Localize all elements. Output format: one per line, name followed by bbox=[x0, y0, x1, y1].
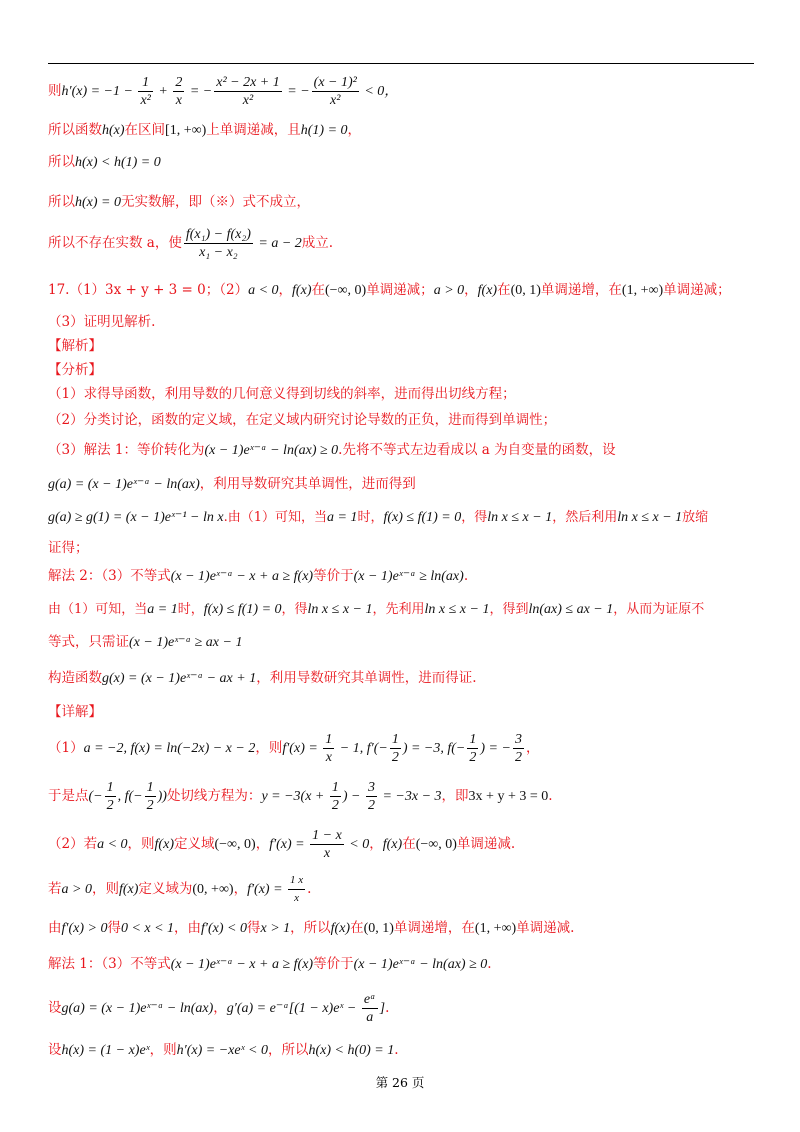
math: (x − 1)eˣ⁻ᵃ − x + a ≥ f(x) bbox=[170, 957, 314, 972]
math: (0, 1) bbox=[510, 283, 541, 298]
math: f(x) ≤ f(1) = 0 bbox=[203, 602, 282, 617]
math: = − bbox=[283, 84, 310, 99]
line-17 bbox=[48, 600, 754, 620]
text: ，即 bbox=[441, 788, 469, 804]
math: f(x) bbox=[477, 283, 498, 298]
line-28 bbox=[48, 1040, 754, 1061]
math: (0, 1) bbox=[363, 921, 394, 936]
math: h(x) = 0 bbox=[75, 195, 121, 210]
text: 解法 2：（3）不等式 bbox=[48, 568, 171, 584]
math: a < 0 bbox=[248, 283, 279, 298]
math: 0 < x < 1 bbox=[120, 921, 175, 936]
text: 在 bbox=[402, 836, 416, 852]
fraction bbox=[138, 74, 152, 109]
math: f′(x) > 0 bbox=[61, 921, 108, 936]
numerator: 3 bbox=[514, 732, 522, 747]
line-21 bbox=[48, 730, 754, 767]
text: 所以 bbox=[48, 154, 75, 170]
numerator: 2 bbox=[175, 75, 183, 90]
line-11 bbox=[48, 410, 754, 430]
text: 得 bbox=[107, 920, 121, 936]
text: . bbox=[394, 1042, 399, 1058]
math: ln x ≤ x − 1 bbox=[487, 510, 553, 525]
text: （3）解法 1：等价转化为 bbox=[48, 442, 205, 458]
fraction bbox=[184, 226, 253, 261]
text: 在区间 bbox=[124, 122, 166, 138]
text: 解法 1：（3）不等式 bbox=[48, 956, 171, 972]
text: 设 bbox=[48, 1000, 62, 1016]
text: 单调递增，在 bbox=[393, 920, 475, 936]
math: (x − 1)eˣ⁻ᵃ ≥ ln(ax) bbox=[353, 569, 464, 584]
denominator: 2 bbox=[331, 798, 339, 813]
text: 单调递减. bbox=[516, 920, 575, 936]
line-25 bbox=[48, 918, 754, 939]
math: (x − 1)eˣ⁻ᵃ − ln(ax) ≥ 0 bbox=[353, 957, 488, 972]
math: f′(x) = bbox=[269, 837, 309, 852]
text: 等价于 bbox=[313, 568, 354, 584]
text: 成立. bbox=[301, 235, 334, 251]
math: h′(x) = −xeˣ < 0 bbox=[176, 1043, 268, 1058]
math: g(a) = (x − 1)eˣ⁻ᵃ − ln(ax) bbox=[61, 1001, 214, 1016]
numerator: 1 bbox=[106, 780, 114, 795]
text: 由（1）可知，当 bbox=[48, 602, 148, 617]
line-27 bbox=[48, 990, 754, 1027]
numerator: 1 x bbox=[288, 872, 305, 890]
fraction bbox=[330, 779, 341, 814]
math: 3x + y + 3 = 0 bbox=[468, 789, 549, 804]
text: 构造函数 bbox=[48, 670, 102, 686]
line-20 bbox=[48, 702, 754, 722]
text: 由 bbox=[48, 920, 62, 936]
math: h(x) bbox=[102, 123, 125, 138]
text: （2）若 bbox=[48, 836, 98, 852]
numerator: 1 bbox=[469, 732, 477, 747]
math: (x − 1)eˣ⁻ᵃ ≥ ax − 1 bbox=[129, 635, 243, 650]
line-14 bbox=[48, 508, 754, 528]
math: ) = − bbox=[480, 741, 511, 756]
text: 在 bbox=[350, 920, 364, 936]
denominator: x² bbox=[140, 93, 151, 108]
denominator: x² bbox=[330, 93, 341, 108]
text: . bbox=[548, 788, 553, 804]
text: ， bbox=[278, 282, 293, 298]
math: ln(ax) ≤ ax − 1 bbox=[528, 602, 614, 617]
fraction bbox=[310, 827, 344, 862]
text: ，由 bbox=[174, 920, 202, 936]
text: ，所以 bbox=[267, 1042, 309, 1058]
line-7 bbox=[48, 312, 754, 332]
text: ， bbox=[347, 122, 362, 138]
text: 则 bbox=[48, 83, 62, 99]
text: ，得到 bbox=[489, 602, 529, 617]
text: 放缩 bbox=[682, 510, 709, 525]
text: . bbox=[307, 881, 312, 897]
line-16 bbox=[48, 566, 754, 587]
text: 时， bbox=[357, 510, 384, 525]
numerator: 1 − x bbox=[312, 828, 342, 843]
math: h′(x) = −1 − bbox=[61, 84, 137, 99]
math: h(x) < h(1) = 0 bbox=[75, 155, 161, 170]
math: (−∞, 0) bbox=[415, 837, 457, 852]
line-13 bbox=[48, 474, 754, 495]
text: 在 bbox=[311, 282, 325, 298]
fraction bbox=[513, 731, 524, 766]
numerator: 3 bbox=[367, 780, 375, 795]
text: ，先利用 bbox=[372, 602, 425, 617]
text: （3）证明见解析. bbox=[48, 314, 156, 330]
math: = − bbox=[186, 84, 213, 99]
math: ] bbox=[379, 1001, 386, 1016]
line-23 bbox=[48, 826, 754, 863]
text: ，利用导数研究其单调性，进而得到 bbox=[199, 476, 416, 492]
text: ，从而为证原不 bbox=[613, 602, 705, 617]
line-2 bbox=[48, 120, 754, 141]
text: ， bbox=[525, 740, 540, 756]
fraction bbox=[145, 779, 156, 814]
math: a > 0 bbox=[61, 882, 92, 897]
math: a > 0 bbox=[433, 283, 465, 298]
line-1 bbox=[48, 74, 754, 109]
denominator: x bbox=[294, 892, 300, 904]
text: ，则 bbox=[149, 1042, 177, 1058]
text: 得 bbox=[246, 920, 261, 936]
math: a = 1 bbox=[326, 510, 358, 525]
math: ) = −3, f(− bbox=[402, 741, 466, 756]
math: < 0 bbox=[345, 837, 370, 852]
text: 等价于 bbox=[313, 956, 354, 972]
text: 时， bbox=[177, 602, 204, 617]
math: )) bbox=[157, 789, 167, 804]
text: （1）求得导函数，利用导数的几何意义得到切线的斜率，进而得出切线方程； bbox=[48, 386, 516, 402]
denominator: x bbox=[175, 93, 182, 108]
text: ，则 bbox=[127, 836, 155, 852]
text: 上单调递减，且 bbox=[206, 122, 301, 138]
line-18 bbox=[48, 632, 754, 653]
math: f(x) ≤ f(1) = 0 bbox=[383, 510, 462, 525]
text: .由（1）可知，当 bbox=[223, 510, 327, 525]
denominator: 2 bbox=[106, 798, 114, 813]
text: ，所以 bbox=[290, 920, 331, 936]
numerator: f(x₁) − f(x₂) bbox=[185, 227, 251, 242]
text: ，得 bbox=[461, 510, 488, 525]
text: 若 bbox=[48, 881, 62, 897]
text: ，得 bbox=[281, 602, 308, 617]
math: ln x ≤ x − 1 bbox=[617, 510, 683, 525]
fraction bbox=[288, 872, 305, 907]
text: 无实数解，即（※）式不成立， bbox=[121, 194, 310, 210]
line-3 bbox=[48, 152, 754, 173]
text: 所以不存在实数 a，使 bbox=[48, 235, 182, 251]
math: f(x) bbox=[154, 837, 174, 852]
text: . bbox=[463, 568, 469, 584]
math: (1, +∞) bbox=[621, 283, 664, 298]
text: 定义域 bbox=[173, 836, 215, 852]
text: （1） bbox=[48, 740, 84, 756]
text: ，然后利用 bbox=[552, 510, 618, 525]
math: a = 1 bbox=[147, 602, 178, 617]
text: . bbox=[385, 1000, 390, 1016]
denominator: 2 bbox=[367, 798, 375, 813]
math: f(x) bbox=[330, 921, 351, 936]
fraction bbox=[390, 731, 401, 766]
text: ， bbox=[255, 836, 270, 852]
text: ， bbox=[233, 881, 248, 897]
math: f′(x) < 0 bbox=[201, 921, 247, 936]
math: (−∞, 0) bbox=[214, 837, 256, 852]
text: 所以函数 bbox=[48, 122, 102, 138]
line-6 bbox=[48, 280, 754, 301]
denominator: 2 bbox=[146, 798, 154, 813]
text: 证得； bbox=[48, 540, 89, 556]
numerator: 1 bbox=[138, 74, 152, 92]
numerator: (x − 1)² bbox=[313, 75, 357, 90]
text: ， bbox=[369, 836, 383, 852]
math: ) − bbox=[342, 789, 364, 804]
denominator: x bbox=[325, 750, 332, 765]
section-heading: 【分析】 bbox=[48, 362, 102, 378]
fraction bbox=[362, 991, 378, 1026]
header-rule bbox=[48, 63, 754, 64]
math: g(a) ≥ g(1) = (x − 1)eˣ⁻¹ − ln x bbox=[48, 510, 224, 525]
numerator: 1 bbox=[331, 780, 339, 795]
page-number: 第 26 页 bbox=[375, 1075, 425, 1090]
text: . bbox=[487, 956, 492, 972]
fraction bbox=[312, 74, 359, 109]
math: f(x) bbox=[292, 283, 312, 298]
text: 单调递减； bbox=[663, 282, 731, 298]
line-8 bbox=[48, 336, 754, 356]
line-22 bbox=[48, 778, 754, 815]
math: f(x) bbox=[382, 837, 403, 852]
math: − 1, f′(− bbox=[336, 741, 388, 756]
math: ln x ≤ x − 1 bbox=[307, 602, 373, 617]
fraction bbox=[366, 779, 377, 814]
denominator: 2 bbox=[469, 750, 477, 765]
denominator: 2 bbox=[391, 750, 399, 765]
section-heading: 【解析】 bbox=[48, 338, 102, 354]
text: ，则 bbox=[255, 740, 283, 756]
math: g′(a) = e⁻ᵃ[(1 − x)eˣ − bbox=[226, 1001, 360, 1016]
math: a < 0 bbox=[97, 837, 128, 852]
text: .先将不等式左边看成以 a 为自变量的函数，设 bbox=[338, 442, 616, 458]
line-26 bbox=[48, 954, 754, 975]
text: 17.（1）3x + y + 3 = 0；（2） bbox=[48, 282, 249, 298]
math: (−∞, 0) bbox=[324, 283, 367, 298]
math: , f(− bbox=[117, 789, 143, 804]
math: h(x) = (1 − x)eˣ bbox=[61, 1043, 150, 1058]
math: + bbox=[154, 84, 172, 99]
text: 定义域为 bbox=[138, 881, 193, 897]
numerator: eᵃ bbox=[363, 992, 376, 1007]
text: 单调递减； bbox=[366, 282, 434, 298]
math: f′(x) = bbox=[247, 882, 287, 897]
section-heading: 【详解】 bbox=[48, 704, 102, 720]
text: 设 bbox=[48, 1042, 62, 1058]
text: ， bbox=[213, 1000, 227, 1016]
denominator: a bbox=[366, 1010, 374, 1025]
text: 单调递增，在 bbox=[540, 282, 622, 298]
math: (− bbox=[88, 789, 103, 804]
math: y = −3(x + bbox=[261, 789, 328, 804]
numerator: x² − 2x + 1 bbox=[216, 75, 280, 90]
denominator: x bbox=[323, 846, 331, 861]
math: a = −2, f(x) = ln(−2x) − x − 2 bbox=[83, 741, 256, 756]
fraction bbox=[467, 731, 478, 766]
fraction bbox=[214, 74, 282, 109]
math: f′(x) = bbox=[282, 741, 322, 756]
fraction bbox=[173, 74, 184, 109]
math: g(x) = (x − 1)eˣ⁻ᵃ − ax + 1 bbox=[102, 671, 257, 686]
text: 在 bbox=[497, 282, 511, 298]
line-15 bbox=[48, 538, 754, 558]
text: ，则 bbox=[91, 881, 119, 897]
line-19 bbox=[48, 668, 754, 689]
math: h(x) < h(0) = 1 bbox=[308, 1043, 395, 1058]
math: g(a) = (x − 1)eˣ⁻ᵃ − ln(ax) bbox=[48, 477, 200, 492]
text: 等式，只需证 bbox=[48, 634, 129, 650]
line-12 bbox=[48, 440, 754, 461]
fraction bbox=[105, 779, 116, 814]
line-10 bbox=[48, 384, 754, 404]
fraction bbox=[323, 731, 334, 766]
math: (x − 1)eˣ⁻ᵃ − ln(ax) ≥ 0 bbox=[204, 443, 339, 458]
text: 所以 bbox=[48, 194, 75, 210]
line-24 bbox=[48, 872, 754, 907]
text: 单调递减. bbox=[456, 836, 516, 852]
denominator: 2 bbox=[514, 750, 522, 765]
line-9 bbox=[48, 360, 754, 380]
numerator: 1 bbox=[146, 780, 154, 795]
math: ln x ≤ x − 1 bbox=[424, 602, 490, 617]
math: = −3x − 3 bbox=[378, 789, 442, 804]
text: ，利用导数研究其单调性，进而得证. bbox=[256, 670, 477, 686]
line-4 bbox=[48, 192, 754, 213]
text: 处切线方程为： bbox=[166, 788, 262, 804]
numerator: 1 bbox=[325, 732, 333, 747]
text: 于是点 bbox=[48, 788, 89, 804]
denominator: x² bbox=[242, 93, 254, 108]
math: h(1) = 0 bbox=[300, 123, 348, 138]
text: ， bbox=[464, 282, 478, 298]
math: = a − 2 bbox=[254, 236, 302, 251]
math: (x − 1)eˣ⁻ᵃ − x + a ≥ f(x) bbox=[170, 569, 314, 584]
math: (1, +∞) bbox=[474, 921, 517, 936]
line-5 bbox=[48, 226, 754, 261]
denominator: x₁ − x₂ bbox=[199, 245, 238, 260]
math: < 0， bbox=[360, 84, 399, 99]
math: x > 1 bbox=[260, 921, 291, 936]
math: [1, +∞) bbox=[165, 123, 207, 138]
math: f(x) bbox=[118, 882, 139, 897]
text: （2）分类讨论，函数的定义域，在定义域内研究讨论导数的正负，进而得到单调性； bbox=[48, 412, 557, 428]
numerator: 1 bbox=[391, 732, 399, 747]
math: (0, +∞) bbox=[192, 882, 234, 897]
